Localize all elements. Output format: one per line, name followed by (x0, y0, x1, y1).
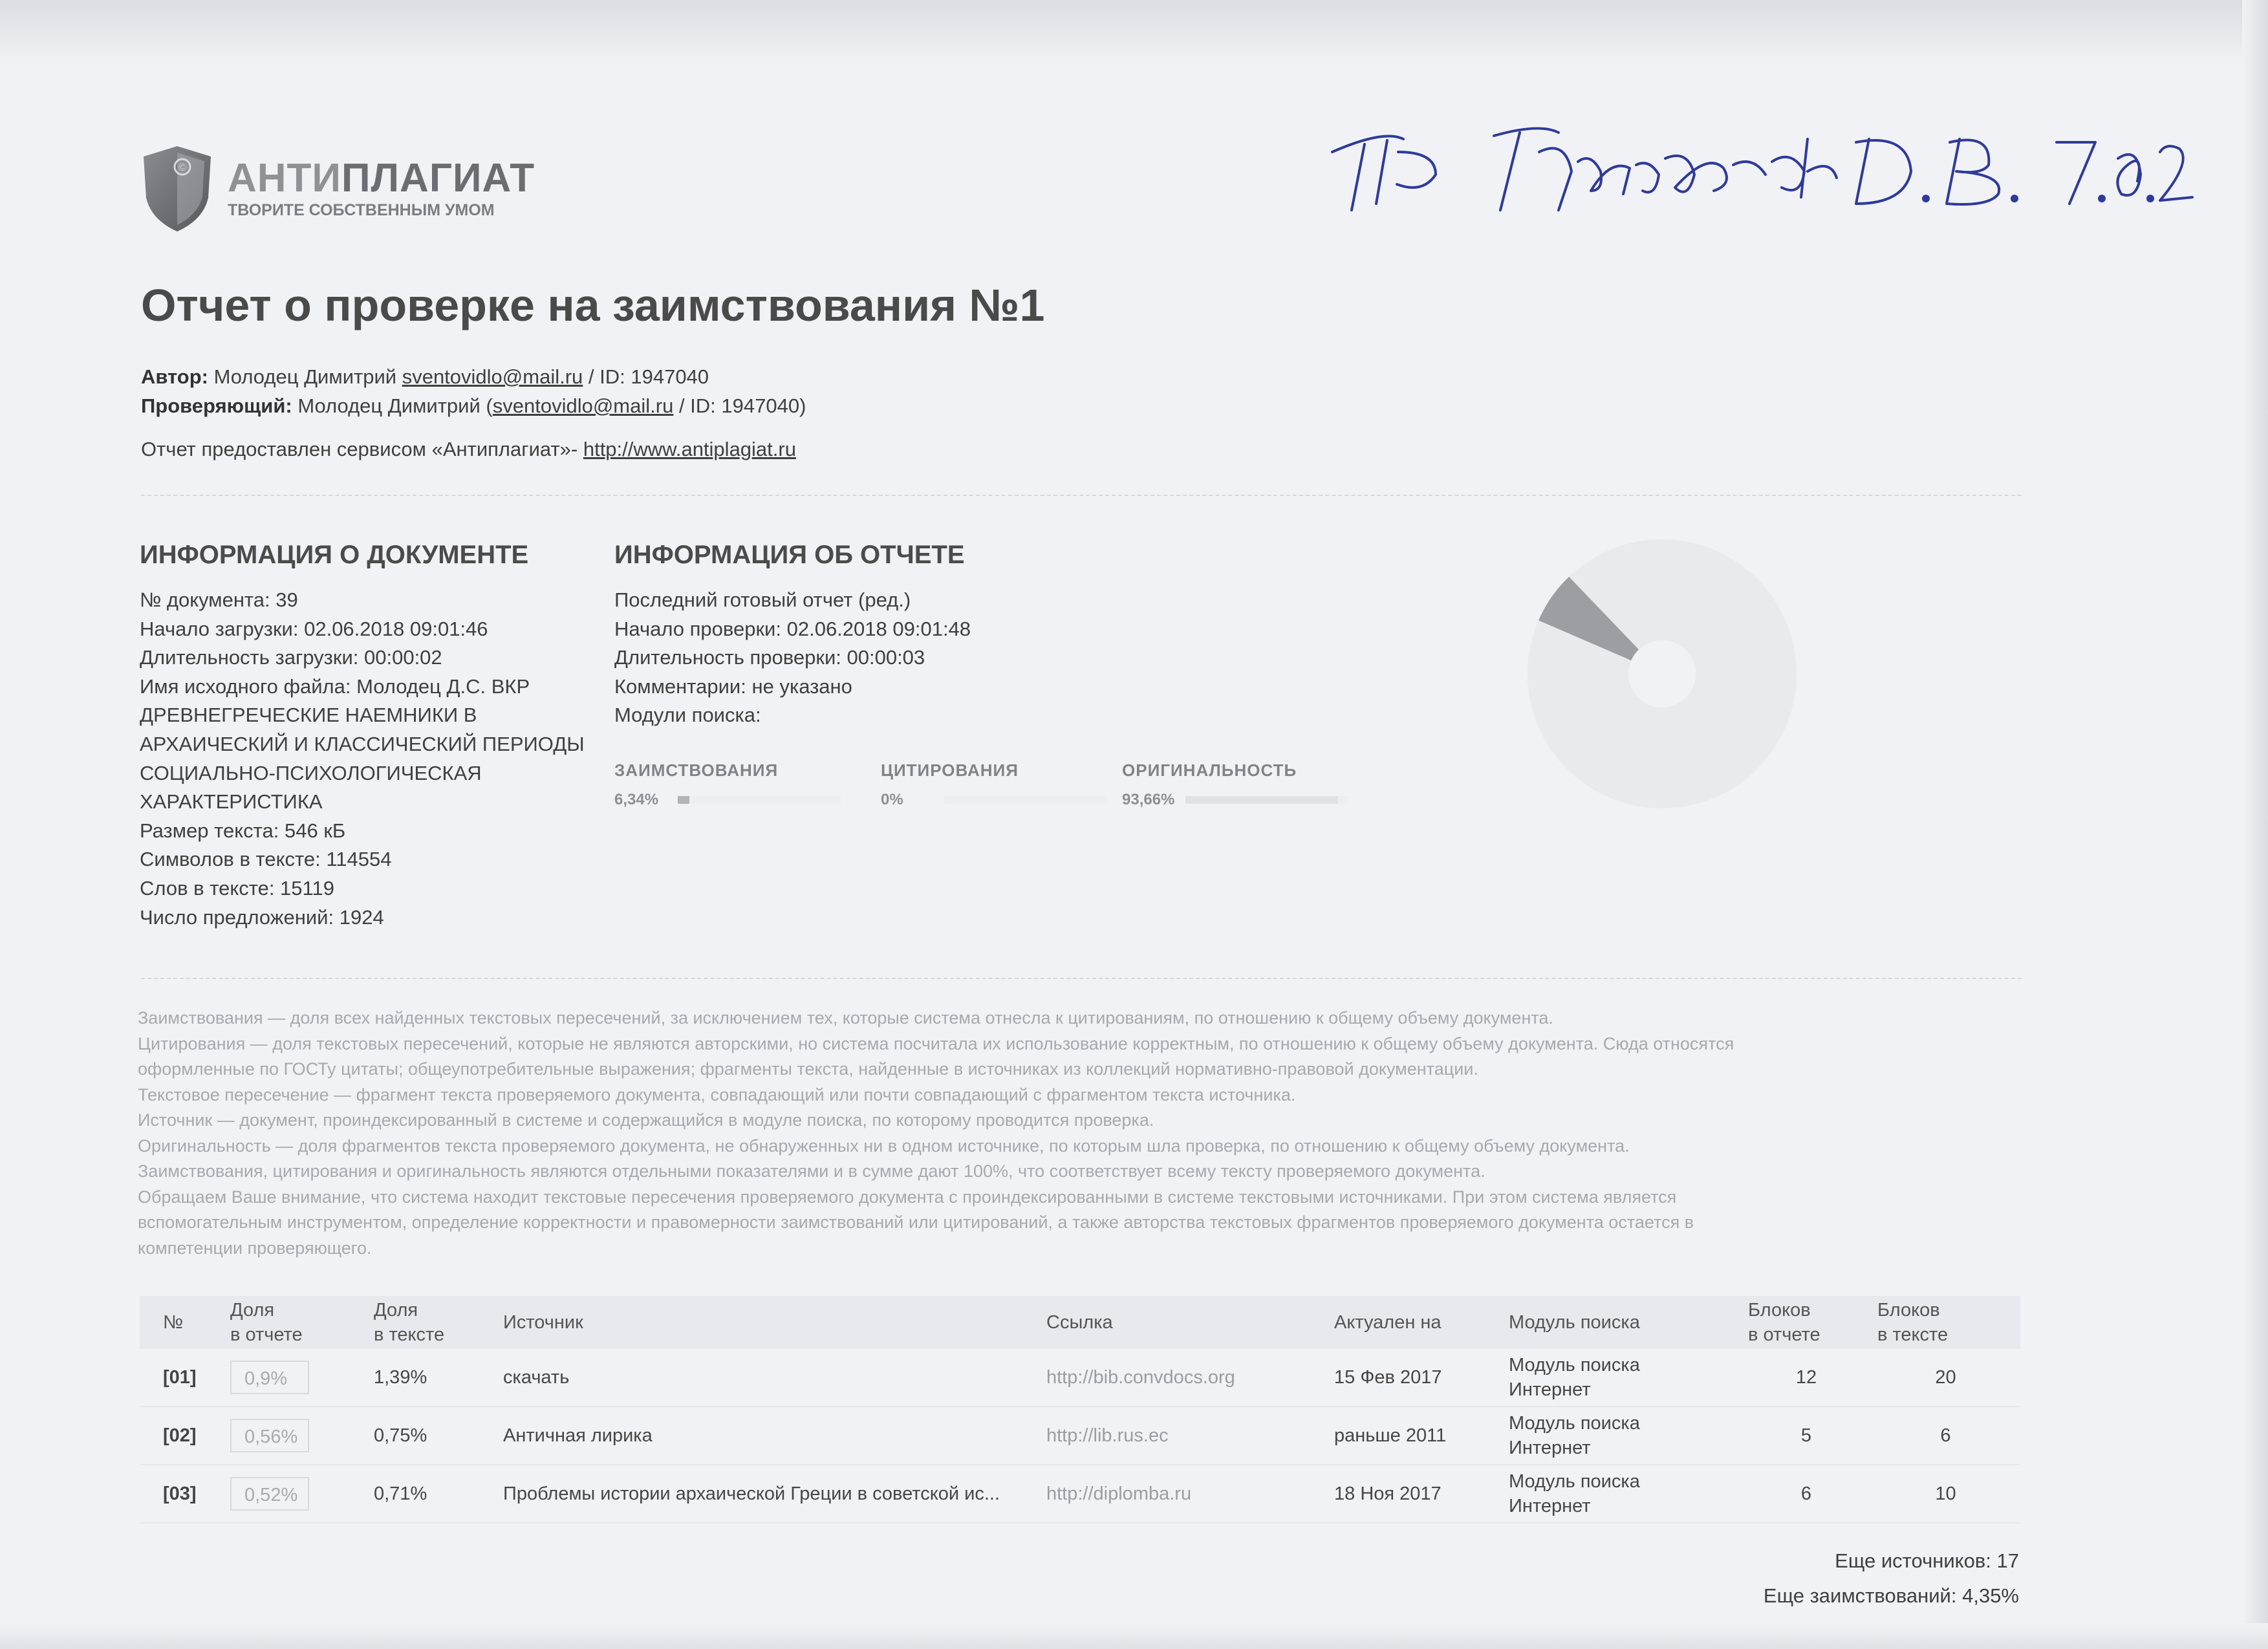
col-actual-header: Актуален на (1334, 1312, 1442, 1333)
antiplagiat-logo (141, 144, 535, 234)
originality-bar (1185, 796, 1348, 804)
col-blocks-text-header: Блоков в тексте (1877, 1300, 1949, 1345)
share-report-box: 0,52% (230, 1477, 309, 1511)
row-blocks-report: 12 (1742, 1349, 1871, 1406)
more-sources-label: Еще источников: (1835, 1549, 1991, 1572)
document-info-line: СОЦИАЛЬНО-ПСИХОЛОГИЧЕСКАЯ (140, 761, 482, 784)
more-borrowing-label: Еще заимствований: (1763, 1584, 1957, 1607)
document-info-line: Размер текста: 546 кБ (140, 819, 346, 842)
table-row (140, 1349, 2020, 1406)
definition-line: Заимствования, цитирования и оригинальность являются отдельными показателями и в сумме дают 100%, что соответствует всему тексту проверяемого документа. (138, 1161, 1485, 1181)
table-row (140, 1465, 2020, 1523)
document-info-line: Число предложений: 1924 (140, 905, 384, 929)
row-actual-date: 15 Фев 2017 (1328, 1349, 1502, 1406)
report-info-line: Модули поиска: (614, 704, 761, 727)
sources-table (140, 1296, 2020, 1524)
definitions-legend (138, 1006, 2013, 1261)
row-source: Проблемы истории архаической Греции в советской ис... (497, 1465, 1040, 1523)
row-source: скачать (497, 1349, 1040, 1406)
more-borrowing (1764, 1584, 2019, 1608)
more-sources (1835, 1549, 2019, 1573)
document-info-line: Слов в тексте: 15119 (140, 876, 334, 900)
table-row (140, 1406, 2020, 1465)
row-module: Модуль поиска Интернет (1502, 1465, 1742, 1523)
originality-donut-chart (1526, 538, 1798, 810)
row-link[interactable]: http://bib.convdocs.org (1040, 1349, 1328, 1406)
col-num-header: № (163, 1312, 184, 1333)
citation-bar (944, 796, 1107, 804)
row-blocks-report: 6 (1742, 1465, 1871, 1523)
row-blocks-text: 10 (1871, 1465, 2020, 1523)
provided-by-line (141, 438, 796, 461)
definition-line: оформленные по ГОСТу цитаты; общеупотребительные выражения; фрагменты текста, найденные в источниках из коллекций нормативно-правовой документации. (138, 1059, 1478, 1079)
row-module: Модуль поиска Интернет (1502, 1406, 1742, 1465)
logo-name-part2: ПЛАГИАТ (341, 155, 535, 200)
row-blocks-text: 6 (1871, 1406, 2020, 1465)
col-share-text-header: Доля в тексте (374, 1300, 445, 1345)
definition-line: Оригинальность — доля фрагментов текста проверяемого документа, не обнаруженных ни в одном источнике, по которым шла проверка, по отношению к общему объему документа. (138, 1136, 1630, 1156)
row-num: [03] (140, 1465, 224, 1523)
originality-value: 93,66% (1122, 791, 1175, 808)
row-share-text: 0,71% (367, 1465, 497, 1523)
definition-line: Цитирования — доля текстовых пересечений, которые не являются авторскими, но система посчитала их использование корректным, по отношению к общему объему документа. Сюда относятся (138, 1033, 1734, 1053)
report-title: Отчет о проверке на заимствования №1 (141, 280, 1045, 330)
document-info-line: Длительность загрузки: 00:00:02 (140, 646, 442, 669)
checker-email-link[interactable]: sventovidlo@mail.ru (492, 394, 674, 417)
row-num: [02] (140, 1406, 224, 1465)
row-link[interactable]: http://diplomba.ru (1040, 1465, 1328, 1523)
row-share-text: 0,75% (367, 1406, 497, 1465)
row-blocks-text: 20 (1871, 1349, 2020, 1406)
row-share-text: 1,39% (367, 1349, 497, 1406)
metric-citation (881, 760, 1107, 809)
author-name: Молодец Димитрий (213, 365, 397, 388)
checker-line (141, 394, 806, 418)
col-share-report-header: Доля в отчете (230, 1300, 303, 1345)
report-info-line: Длительность проверки: 00:00:03 (614, 646, 925, 669)
document-info-line: ДРЕВНЕГРЕЧЕСКИЕ НАЕМНИКИ В (140, 704, 477, 727)
definition-line: вспомогательным инструментом, определение корректности и правомерности заимствований или цитирований, а также авторства текстовых фрагментов проверяемого документа остается в (138, 1212, 1694, 1232)
author-line (141, 365, 709, 389)
row-module: Модуль поиска Интернет (1502, 1349, 1742, 1406)
report-info-title: ИНФОРМАЦИЯ ОБ ОТЧЕТЕ (614, 541, 965, 569)
document-info-line: Имя исходного файла: Молодец Д.С. ВКР (140, 674, 530, 698)
checker-id: / ID: 1947040) (678, 394, 806, 417)
borrowing-bar-fill (678, 796, 689, 804)
row-num: [01] (140, 1349, 224, 1406)
col-blocks-report-header: Блоков в отчете (1748, 1300, 1820, 1345)
definition-line: Заимствования — доля всех найденных текстовых пересечений, за исключением тех, которые система отнесла к цитированиям, по отношению к общему объему документа. (138, 1008, 1553, 1028)
report-info-line: Последний готовый отчет (ред.) (614, 588, 911, 611)
author-label: Автор: (141, 365, 209, 388)
more-sources-value: 17 (1996, 1549, 2019, 1572)
metric-originality (1122, 760, 1348, 809)
document-info-line: Начало загрузки: 02.06.2018 09:01:46 (140, 617, 488, 640)
col-source-header: Источник (503, 1312, 583, 1333)
document-info-list (140, 586, 585, 932)
definition-line: компетенции проверяющего. (138, 1238, 372, 1258)
share-report-box: 0,9% (230, 1361, 309, 1394)
definition-line: Текстовое пересечение — фрагмент текста проверяемого документа, совпадающий или почти совпадающий с фрагментом текста источника. (138, 1084, 1296, 1105)
scan-edge-bottom (0, 1623, 2268, 1649)
shield-icon (141, 144, 213, 234)
document-info-line: № документа: 39 (140, 588, 298, 611)
table-header-row (140, 1296, 2020, 1349)
originality-bar-fill (1185, 796, 1338, 804)
share-report-box: 0,56% (230, 1419, 309, 1452)
divider (141, 495, 2022, 496)
citation-value: 0% (881, 791, 903, 808)
provided-by-text: Отчет предоставлен сервисом «Антиплагиат»- (141, 438, 578, 460)
row-share-report (224, 1349, 367, 1406)
row-source: Античная лирика (497, 1406, 1040, 1465)
definition-line: Обращаем Ваше внимание, что система находит текстовые пересечения проверяемого документа с проиндексированными в системе текстовыми источниками. При этом система является (138, 1187, 1677, 1207)
borrowing-bar (678, 796, 841, 804)
checker-name: Молодец Димитрий ( (297, 394, 493, 417)
author-id: / ID: 1947040 (588, 365, 709, 388)
donut-hole (1628, 640, 1696, 707)
checker-label: Проверяющий: (141, 394, 292, 417)
scan-edge-top (0, 0, 2268, 65)
row-actual-date: раньше 2011 (1328, 1406, 1502, 1465)
divider (141, 978, 2022, 979)
scan-edge-right (2242, 0, 2268, 1649)
logo-name-part1: АНТИ (228, 155, 341, 200)
document-info-title: ИНФОРМАЦИЯ О ДОКУМЕНТЕ (140, 541, 529, 569)
row-actual-date: 18 Ноя 2017 (1328, 1465, 1502, 1523)
row-share-report (224, 1465, 367, 1523)
document-info-line: АРХАИЧЕСКИЙ И КЛАССИЧЕСКИЙ ПЕРИОДЫ (140, 732, 585, 755)
metric-borrowing (614, 760, 841, 809)
document-info-line: Символов в тексте: 114554 (140, 848, 392, 871)
borrowing-label: ЗАИМСТВОВАНИЯ (614, 760, 779, 780)
row-blocks-report: 5 (1742, 1406, 1871, 1465)
more-borrowing-value: 4,35% (1962, 1584, 2019, 1607)
logo-tagline: ТВОРИТЕ СОБСТВЕННЫМ УМОМ (228, 200, 495, 219)
handwritten-signature (1326, 113, 2244, 249)
borrowing-value: 6,34% (614, 791, 659, 808)
citation-label: ЦИТИРОВАНИЯ (881, 760, 1019, 780)
originality-label: ОРИГИНАЛЬНОСТЬ (1122, 760, 1297, 780)
col-module-header: Модуль поиска (1509, 1312, 1640, 1333)
row-link[interactable]: http://lib.rus.ec (1040, 1406, 1328, 1465)
row-share-report (224, 1406, 367, 1465)
report-info-list (614, 586, 971, 730)
document-info-line: ХАРАКТЕРИСТИКА (140, 790, 323, 814)
svg-text:©: © (178, 162, 186, 173)
definition-line: Источник — документ, проиндексированный в системе и содержащийся в модуле поиска, по которому проводится проверка. (138, 1110, 1154, 1130)
report-info-line: Начало проверки: 02.06.2018 09:01:48 (614, 617, 971, 640)
author-email-link[interactable]: sventovidlo@mail.ru (402, 365, 583, 388)
col-link-header: Ссылка (1046, 1312, 1113, 1333)
antiplagiat-site-link[interactable]: http://www.antiplagiat.ru (583, 438, 796, 460)
report-info-line: Комментарии: не указано (614, 674, 852, 698)
